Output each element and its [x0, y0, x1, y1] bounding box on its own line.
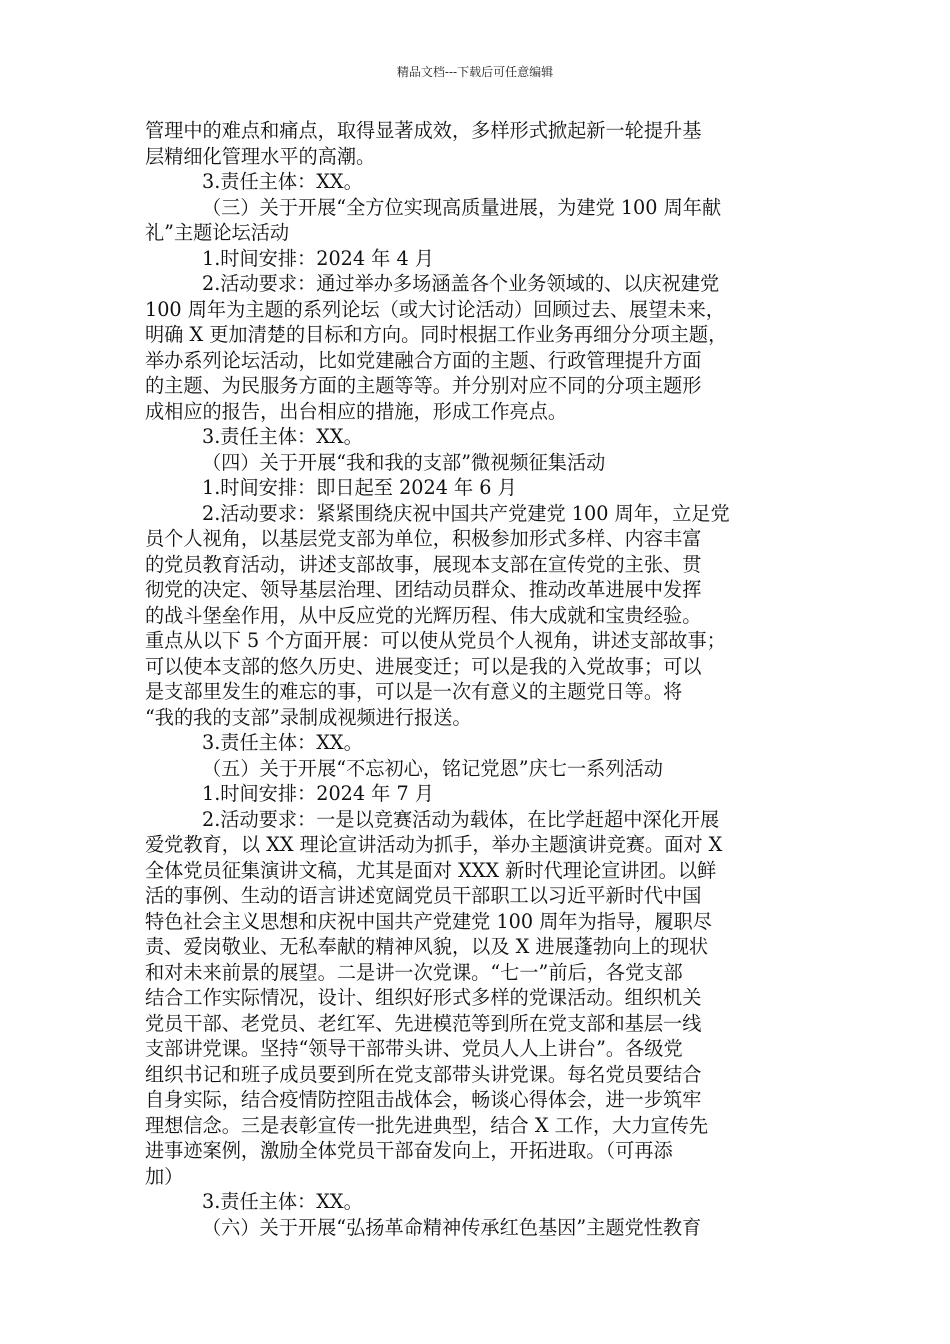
- text-line: 的主题、为民服务方面的主题等等。并分别对应不同的分项主题形: [145, 374, 702, 397]
- text-line: 1.时间安排：2024 年 4 月: [202, 246, 434, 270]
- text-line: 结合工作实际情况，设计、组织好形式多样的党课活动。组织机关: [145, 986, 702, 1009]
- text-line: 自身实际，结合疫情防控阻击战体会，畅谈心得体会，进一步筑牢: [145, 1088, 702, 1111]
- text-line: 明确 X 更加清楚的目标和方向。同时根据工作业务再细分分项主题，: [145, 323, 728, 346]
- text-line: （六）关于开展“弘扬革命精神传承红色基因”主题党性教育: [202, 1215, 702, 1239]
- text-line: （三）关于开展“全方位实现高质量进展，为建党 100 周年献: [202, 195, 722, 219]
- text-line: 2.活动要求：通过举办多场涵盖各个业务领域的、以庆祝建党: [202, 272, 720, 295]
- text-line: 爱党教育，以 XX 理论宣讲活动为抓手，举办主题演讲竞赛。面对 X: [145, 833, 723, 856]
- text-line: “我的我的支部”录制成视频进行报送。: [145, 705, 472, 729]
- text-line: 全体党员征集演讲文稿，尤其是面对 XXX 新时代理论宣讲团。以鲜: [145, 858, 717, 882]
- text-line: 彻党的决定、领导基层治理、团结动员群众、推动改革进展中发挥: [145, 578, 702, 601]
- text-line: 支部讲党课。坚持“领导干部带头讲、党员人人上讲台”。各级党: [145, 1037, 683, 1060]
- text-line: 可以使本支部的悠久历史、进展变迁；可以是我的入党故事；可以: [145, 654, 702, 678]
- text-line: 重点从以下 5 个方面开展：可以使从党员个人视角，讲述支部故事；: [145, 629, 726, 652]
- text-line: 成相应的报告，出台相应的措施，形成工作亮点。: [145, 399, 568, 423]
- text-line: 礼”主题论坛活动: [145, 221, 290, 244]
- text-line: 1.时间安排：2024 年 7 月: [202, 782, 434, 805]
- text-line: 3.责任主体：XX。: [202, 1190, 363, 1213]
- text-line: 管理中的难点和痛点，取得显著成效，多样形式掀起新一轮提升基: [145, 119, 702, 142]
- text-line: 100 周年为主题的系列论坛（或大讨论活动）回顾过去、展望未来，: [145, 297, 725, 321]
- text-line: 3.责任主体：XX。: [202, 425, 363, 448]
- page-header: 精品文档---下载后可任意编辑: [396, 65, 554, 79]
- text-line: 3.责任主体：XX。: [202, 170, 363, 193]
- text-line: 特色社会主义思想和庆祝中国共产党建党 100 周年为指导，履职尽: [145, 909, 712, 933]
- text-line: 党员干部、老党员、老红军、先进模范等到所在党支部和基层一线: [145, 1011, 702, 1035]
- text-line: 2.活动要求：一是以竞赛活动为载体，在比学赶超中深化开展: [202, 807, 720, 831]
- text-line: 员个人视角，以基层党支部为单位，积极参加形式多样、内容丰富: [145, 527, 702, 550]
- text-line: 的党员教育活动，讲述支部故事，展现本支部在宣传党的主张、贯: [145, 552, 702, 576]
- text-line: 活的事例、生动的语言讲述宽阔党员干部职工以习近平新时代中国: [145, 884, 702, 907]
- text-line: 组织书记和班子成员要到所在党支部带头讲党课。每名党员要结合: [145, 1062, 702, 1086]
- text-line: 是支部里发生的难忘的事，可以是一次有意义的主题党日等。将: [145, 680, 683, 703]
- text-line: 加）: [145, 1164, 184, 1188]
- text-line: 2.活动要求：紧紧围绕庆祝中国共产党建党 100 周年，立足党: [202, 501, 730, 525]
- document-body: [145, 118, 810, 1240]
- text-line: 和对未来前景的展望。二是讲一次党课。“七一”前后，各党支部: [145, 960, 683, 984]
- text-line: 举办系列论坛活动，比如党建融合方面的主题、行政管理提升方面: [145, 348, 702, 372]
- text-line: 1.时间安排：即日起至 2024 年 6 月: [202, 476, 517, 499]
- text-line: 的战斗堡垒作用，从中反应党的光辉历程、伟大成就和宝贵经验。: [145, 603, 702, 627]
- text-line: 进事迹案例，激励全体党员干部奋发向上，开拓进取。（可再添: [145, 1139, 673, 1162]
- text-line: 理想信念。三是表彰宣传一批先进典型，结合 X 工作，大力宣传先: [145, 1113, 709, 1137]
- text-line: 层精细化管理水平的高潮。: [145, 144, 376, 168]
- text-line: 责、爱岗敬业、无私奉献的精神风貌，以及 X 进展蓬勃向上的现状: [145, 935, 709, 958]
- text-line: （五）关于开展“不忘初心，铭记党恩”庆七一系列活动: [202, 756, 663, 780]
- text-line: 3.责任主体：XX。: [202, 731, 363, 754]
- text-line: （四）关于开展“我和我的支部”微视频征集活动: [202, 450, 606, 474]
